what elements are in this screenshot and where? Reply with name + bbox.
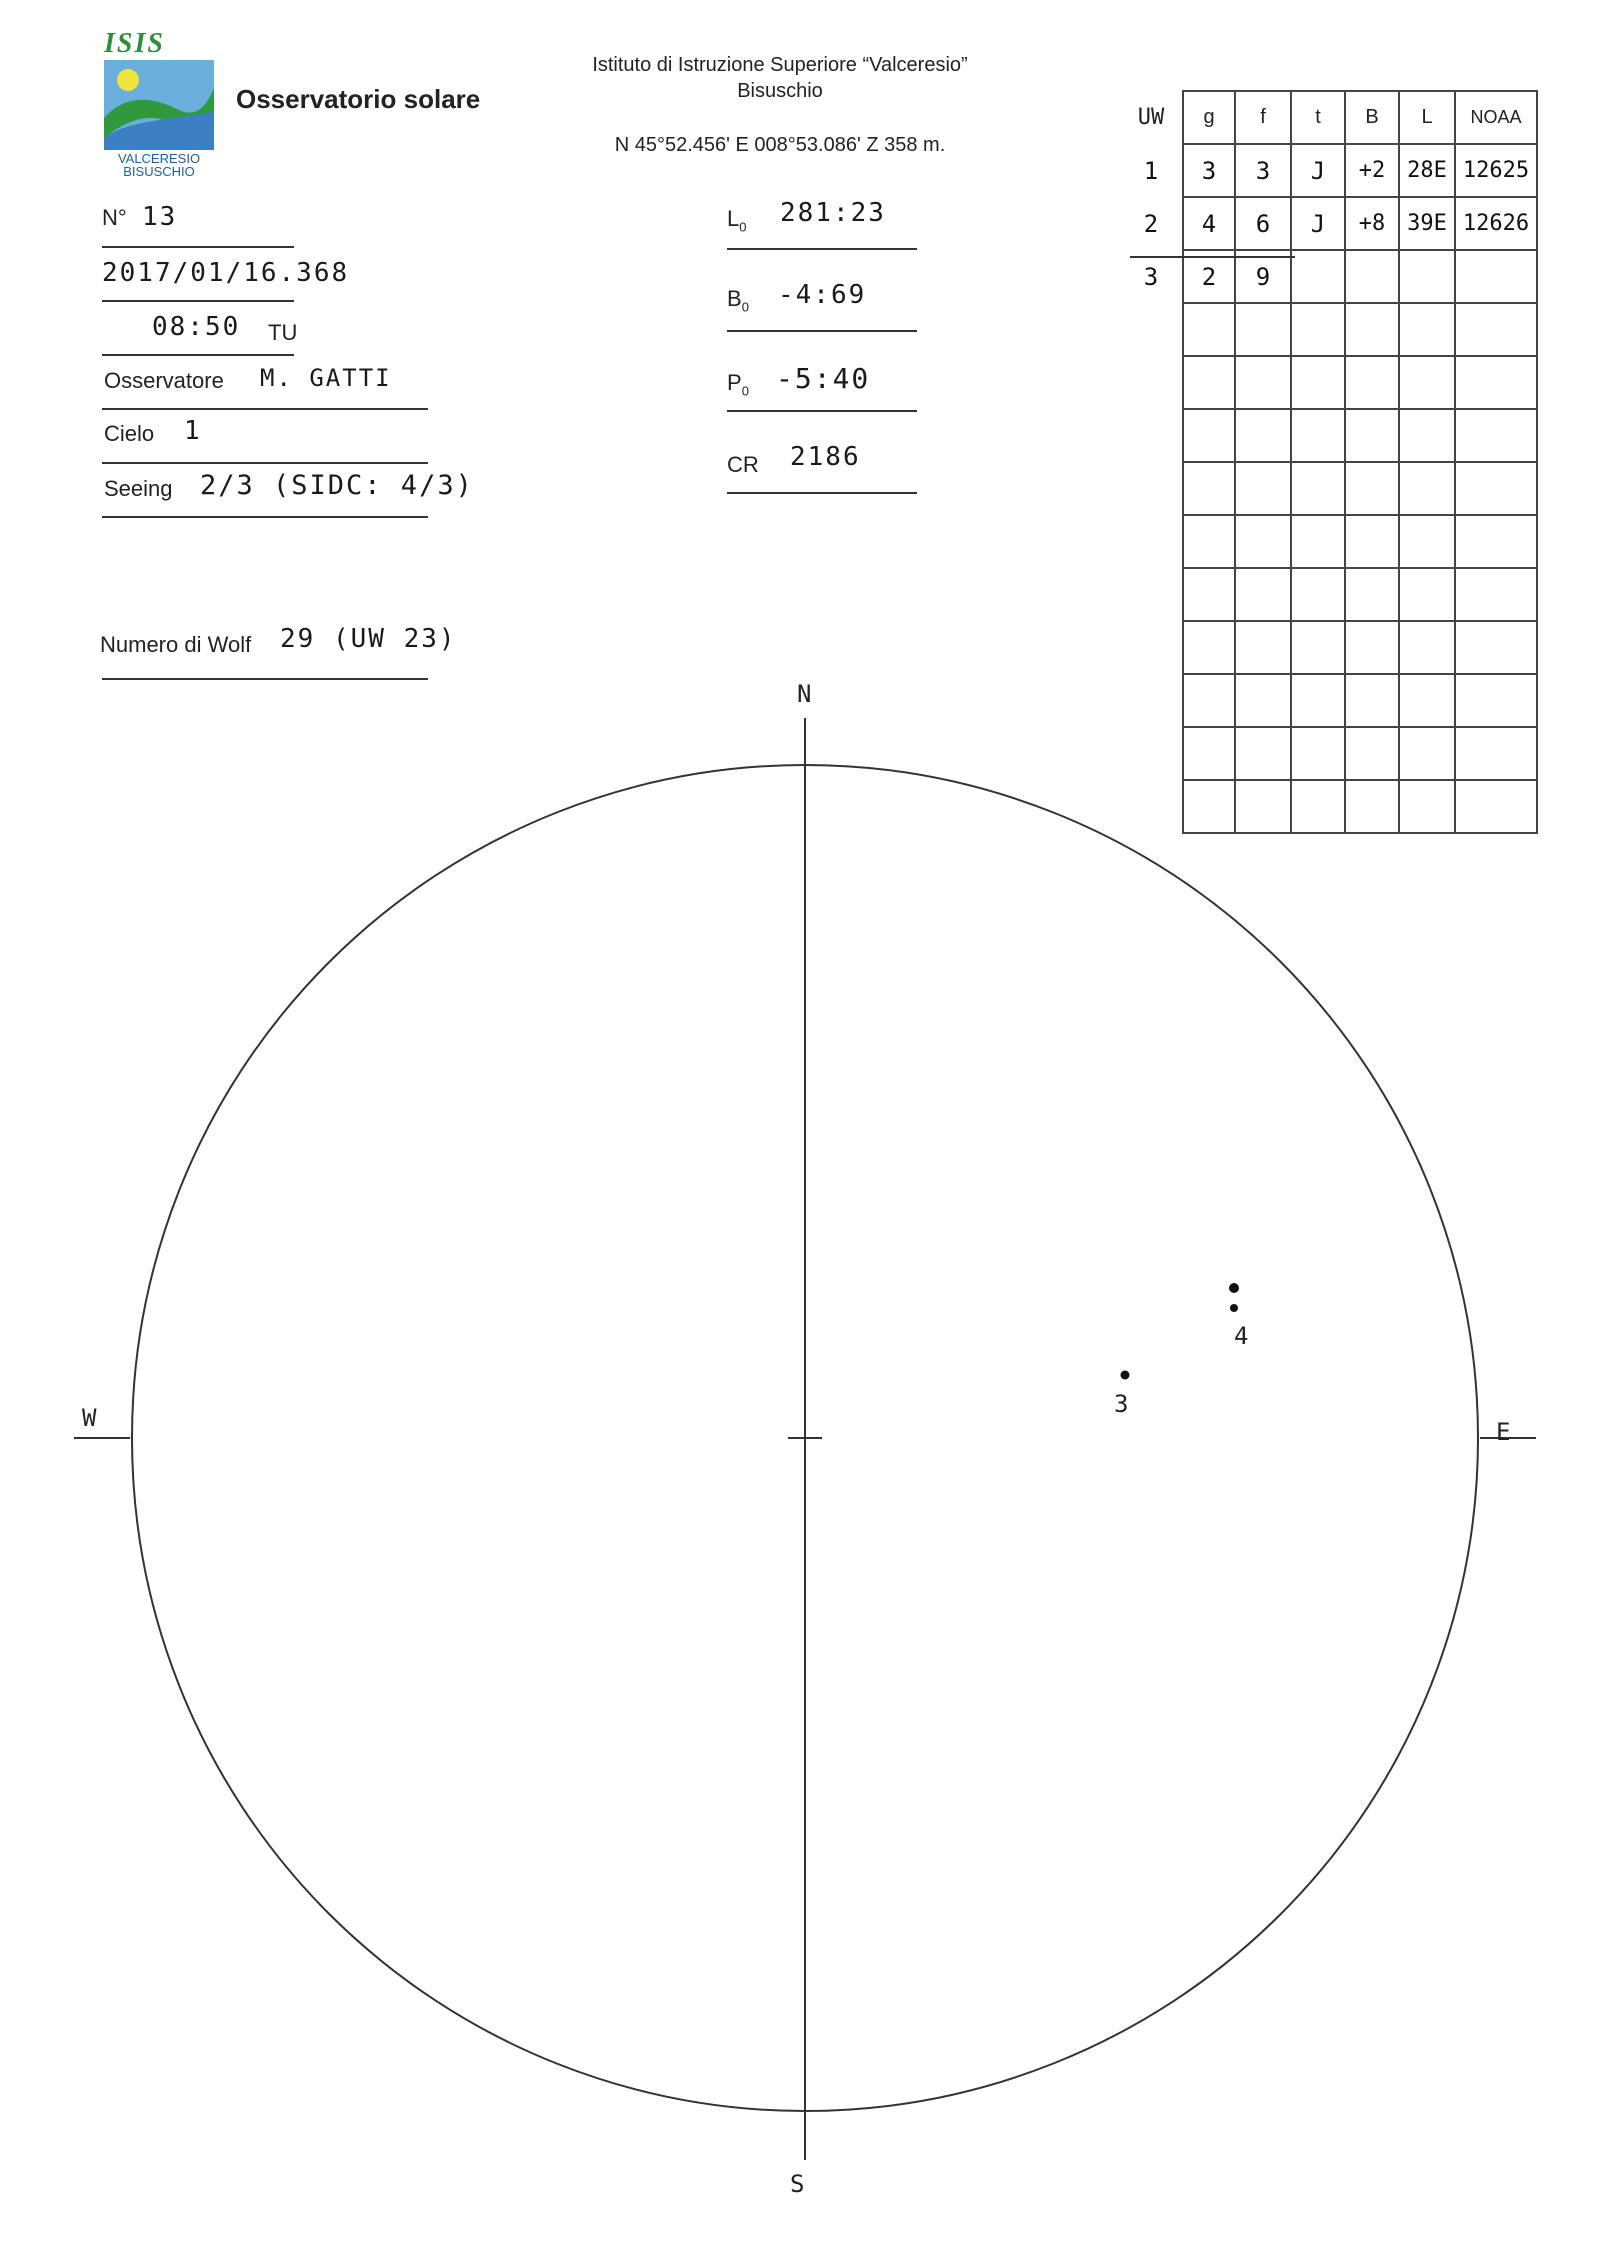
cell-uw: 1: [1143, 156, 1159, 185]
b0-label: $B_0$: [727, 286, 749, 315]
observer-label: Osservatore: [104, 368, 224, 393]
school-name-line2: Bisuschio: [737, 80, 823, 102]
cr-value: 2186: [790, 442, 861, 472]
observatory-title: Osservatorio solare: [236, 84, 481, 114]
cell-noaa: 12625: [1455, 144, 1537, 197]
cell-t: J: [1291, 144, 1345, 197]
cell-l: 28E: [1399, 144, 1455, 197]
cr-label: CR: [727, 452, 759, 477]
cell-t: J: [1291, 197, 1345, 250]
sky-label: Cielo: [104, 421, 155, 446]
seeing-value: 2/3 (SIDC: 4/3): [200, 470, 474, 501]
col-header-b: B: [1345, 91, 1399, 144]
l0-value: 281:23: [780, 198, 886, 228]
p0-label: $P_0$: [727, 370, 749, 399]
cell-b: +2: [1345, 144, 1399, 197]
time-unit: TU: [268, 320, 298, 345]
cell-noaa: 12626: [1455, 197, 1537, 250]
east-label: E: [1496, 1418, 1511, 1446]
wolf-label: Numero di Wolf: [100, 632, 252, 657]
col-header-noaa: NOAA: [1455, 91, 1537, 144]
col-header-g: g: [1183, 91, 1235, 144]
cell-uw: 2: [1143, 209, 1159, 238]
sunspot: [1229, 1283, 1239, 1293]
logo-wordmark: ISIS: [104, 28, 165, 59]
sunspot-group-label: 3: [1114, 1390, 1129, 1418]
sunspot: [1230, 1304, 1238, 1312]
site-coordinates: N 45°52.456' E 008°53.086' Z 358 m.: [614, 134, 946, 156]
col-header-l: L: [1399, 91, 1455, 144]
school-name-line1: Istituto di Istruzione Superiore “Valceresio”: [592, 54, 968, 76]
col-header-t: t: [1291, 91, 1345, 144]
number-value: 13: [142, 202, 178, 232]
sunspot: [1121, 1371, 1130, 1380]
cell-g: 3: [1183, 144, 1235, 197]
seeing-label: Seeing: [104, 476, 173, 501]
cell-f: 9: [1235, 250, 1291, 303]
cell-g: 2: [1183, 250, 1235, 303]
wolf-value: 29 (UW 23): [280, 624, 457, 654]
date-value: 2017/01/16.368: [102, 258, 350, 288]
north-label: N: [797, 680, 812, 708]
cell-f: 6: [1235, 197, 1291, 250]
b0-value: -4:69: [778, 280, 867, 310]
time-value: 08:50: [152, 312, 241, 342]
cell-b: +8: [1345, 197, 1399, 250]
sunspot-group-label: 4: [1234, 1322, 1249, 1350]
cell-f: 3: [1235, 144, 1291, 197]
sky-value: 1: [184, 416, 202, 446]
l0-label: $L_0$: [727, 206, 747, 235]
cell-g: 4: [1183, 197, 1235, 250]
number-label: N°: [102, 205, 127, 230]
south-label: S: [790, 2170, 805, 2198]
cell-uw: 3: [1143, 262, 1159, 291]
col-header-uw: UW: [1137, 105, 1165, 130]
logo-city-line2: BISUSCHIO: [123, 164, 195, 179]
cell-l: 39E: [1399, 197, 1455, 250]
col-header-f: f: [1235, 91, 1291, 144]
p0-value: -5:40: [776, 362, 871, 395]
logo-city-line1: VALCERESIO: [117, 151, 201, 166]
west-label: W: [82, 1404, 97, 1432]
observer-value: M. GATTI: [260, 364, 392, 392]
